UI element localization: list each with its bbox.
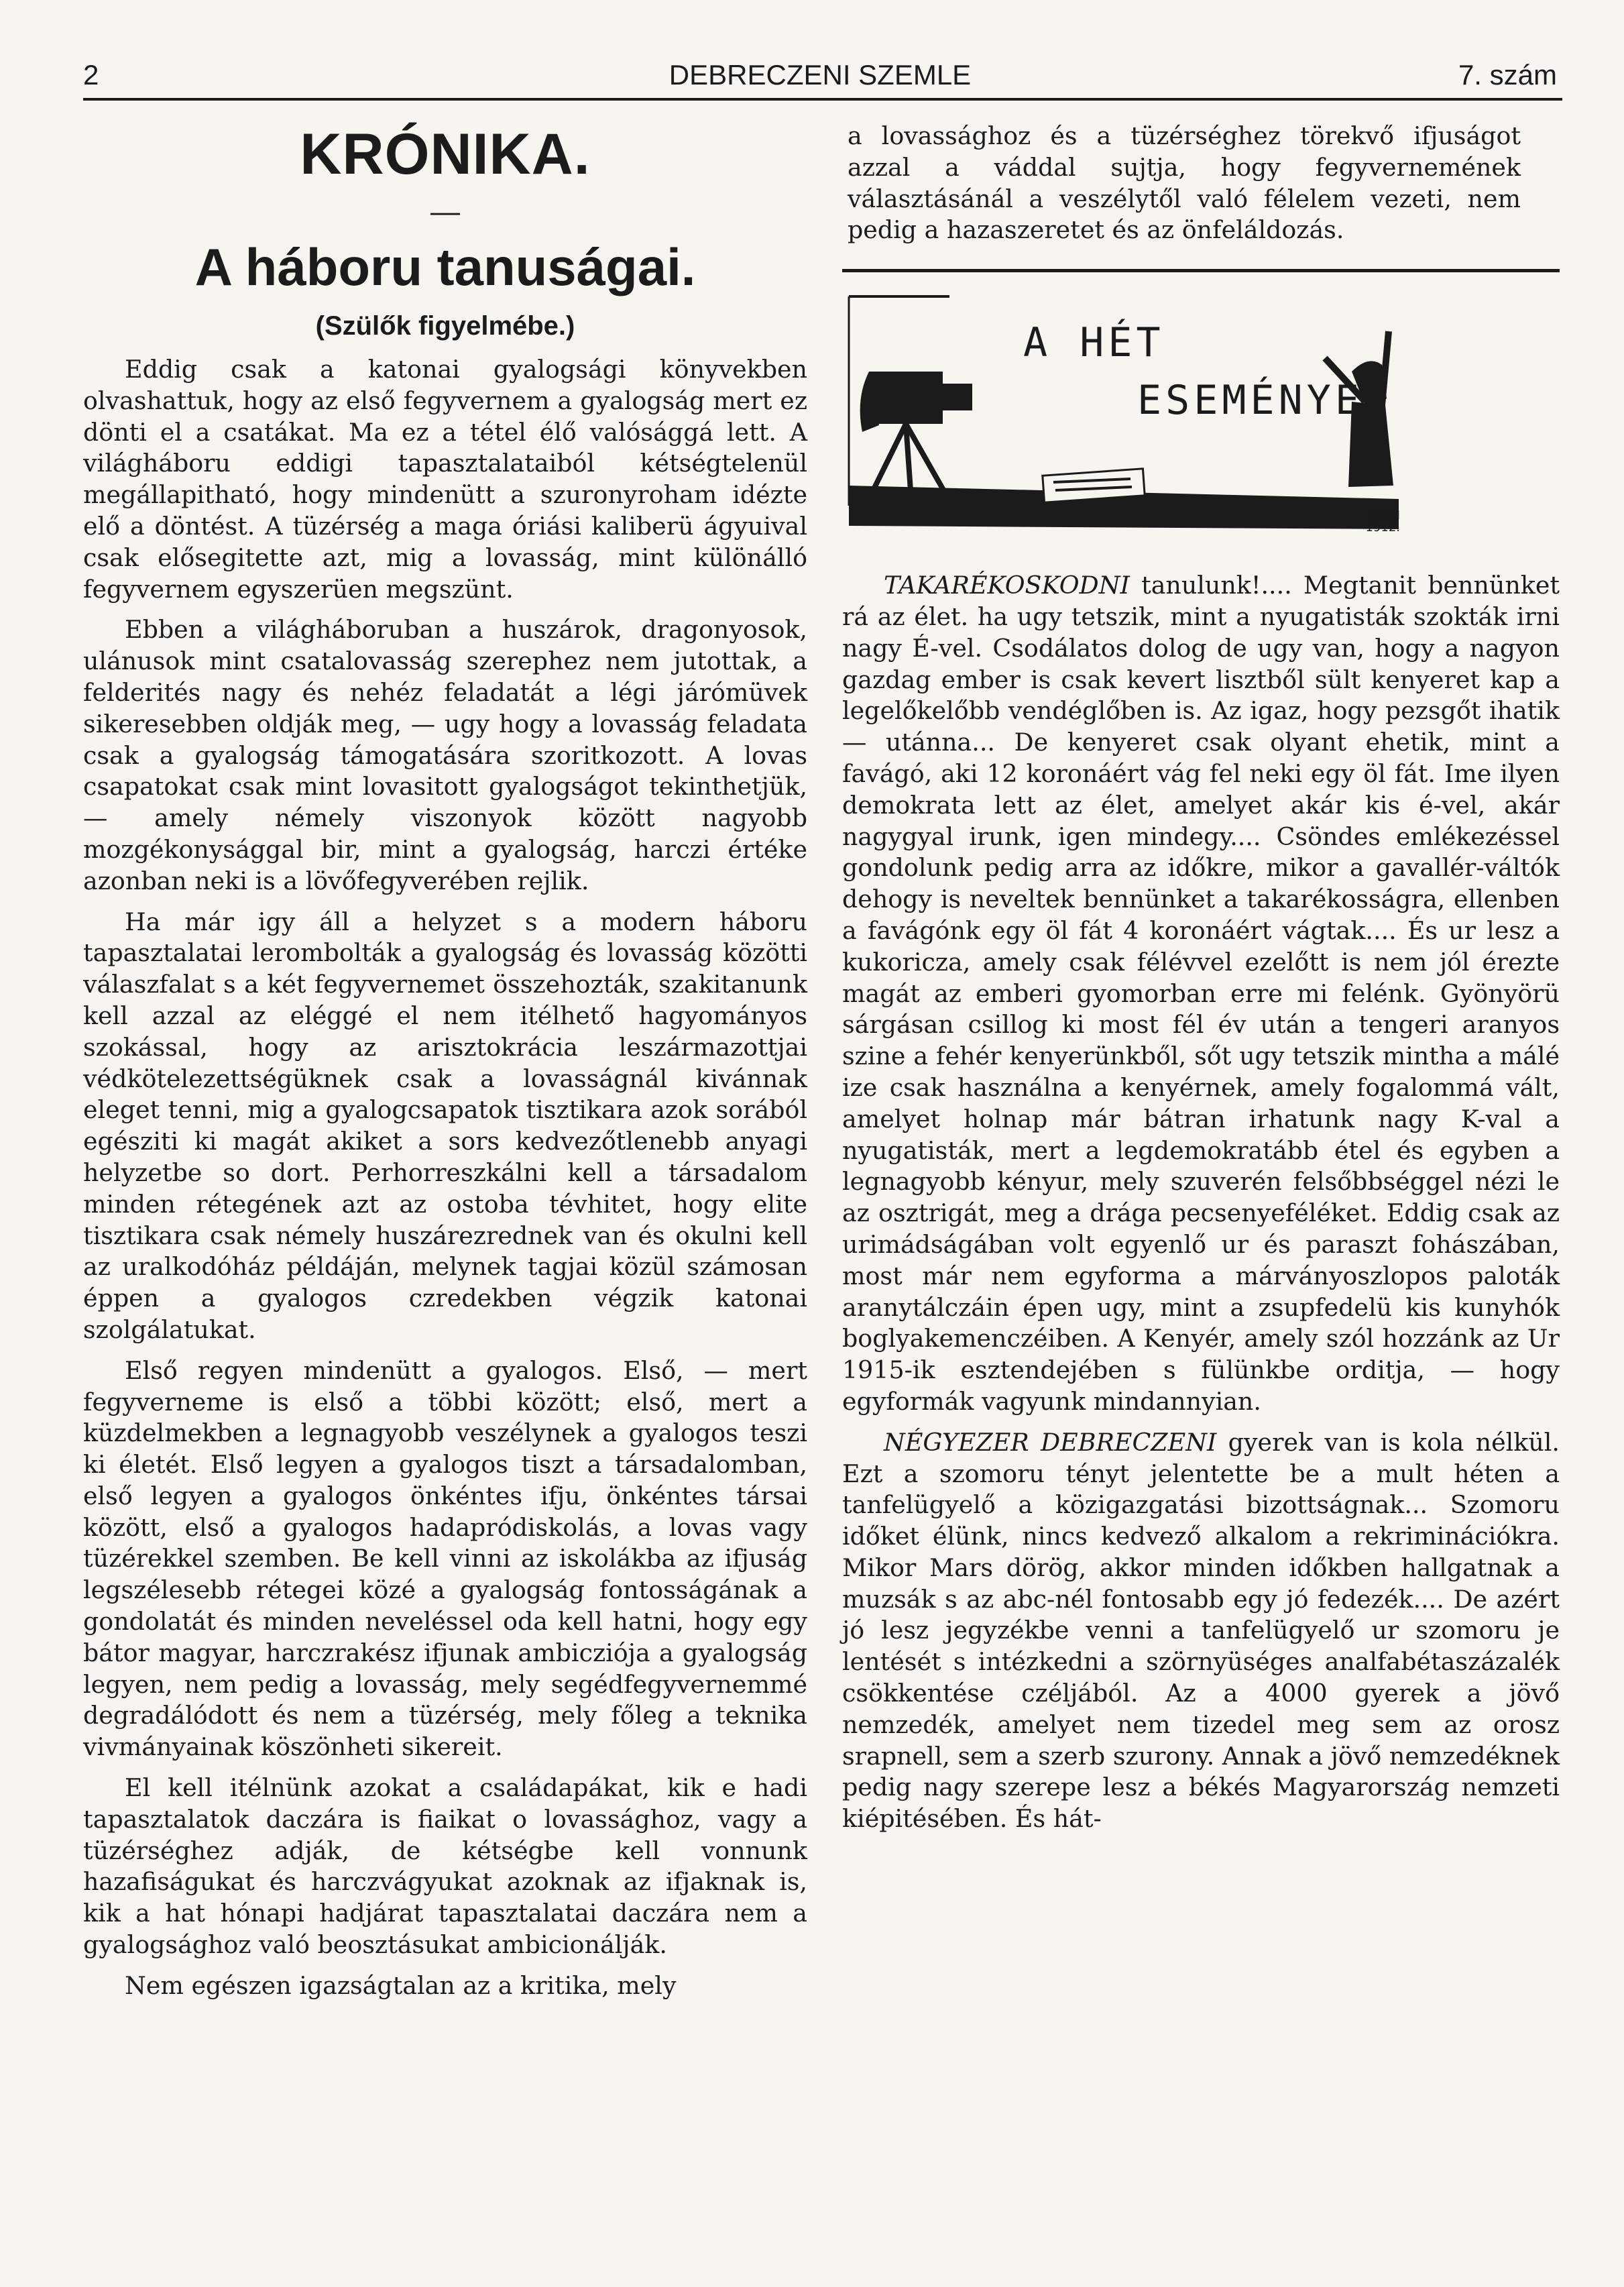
paragraph-text: gyerek van is kola nélkül. Ezt a szomoru tényt jelentette be a mult héten a tanfelügyelő a közigazgatási bizottságnak... Szomoru időket élünk, nincs kedvező alkalom a rekriminációkra. Mikor Mars dörög, akkor minden időkben hallgatnak a muzsák s az abc-nél fontosabb egy jó fedezék.... De azért jó lesz jegyzékbe venni a tanfelügyelő ur szomoru je lentését s intézkedni a szörnyüséges analfabétaszázalék csökkentése czéljából. Az a 4000 gyerek a jövő nemzedék, amelyet nem tizedel meg sem az orosz srapnell, sem a szerb szurony. Annak a jövő nemzedéknek pedig nagy szerepe lesz a békés Magyarország nemzeti kiépitésében. És hát- (842, 1427, 1560, 1834)
paragraph: Nem egészen igazságtalan az a kritika, mely (125, 1970, 677, 2000)
issue-number: 7. szám (1458, 59, 1557, 91)
paragraph: Ha már igy áll a helyzet s a modern háboru tapasztalatai lerombolták a gyalogság és lovasság közötti válaszfalat s a két fegyvernemet összehozták, szakitanunk kell azzal az eléggé el nem itélhető hagyományos szokással, hogy az arisztokrácia leszármazottjai védkötelezettségüknek csak a lovasságnál kivánnak eleget tenni, mig a gyalogcsapatok tisztikara azok sorából egésziti ki magát akiket a sors kedvezőtlenebb anyagi helyzetbe so dort. Perhorreszkálni kell a társadalom minden rétegének azt az ostoba tévhitet, hogy elite tisztikara csak némely huszárezrednek van és okulni kell az uralkodóház példáján, melynek tagjai közül számosan éppen a gyalogos czredekben végzik katonai szolgálatukat. (83, 907, 807, 1344)
paragraph (842, 570, 1560, 1418)
illustration-title-line1: A HÉT (1023, 319, 1165, 367)
article-subtitle: (Szülők figyelmébe.) (315, 311, 575, 341)
paragraph-lead: NÉGYEZER DEBRECZENI (884, 1427, 1217, 1457)
paragraph (842, 1427, 1560, 1835)
paragraph: Első regyen mindenütt a gyalogos. Első, — mert fegyverneme is első a többi között; első, mert a küzdelmekben a legnagyobb veszélynek a gyalogos teszi ki életét. Első legyen a gyalogos tiszt a társadalomban, első legyen a gyalogos önkéntes ifju, önkéntes társai között, első a gyalogos hadapródiskolás, a lovas vagy tüzérekkel szemben. Be kell vinni az iskolákba az ifjuság legszélesebb rétegei közé a gyalogság fontosságának a gondolatát és minden neveléssel oda kell hatni, hogy egy bátor magyar, harczrakész ifjunak ambicziója a gyalogság legyen, nem pedig a lovasság, mely segédfegyvernemmé degradálódott és nem a tüzérség, mely főleg a teknika vivmányainak köszönheti sikereit. (83, 1355, 807, 1762)
page-header (83, 59, 1557, 102)
paragraph: Eddig csak a katonai gyalogsági könyvekben olvashattuk, hogy az első fegyvernem a gyalogság mert ez dönti el a csatákat. Ma ez a tétel élő valósággá lett. A világháboru eddigi tapasztalataiból kétségtelenül megállapitható, hogy mindenütt a szuronyroham idézte elő a döntést. A tüzérség a maga óriási kaliberü ágyuival csak elősegitette azt, mig a lovasság, mint különálló fegyvernem egyszerüen megszünt. (83, 355, 807, 604)
left-column (83, 121, 807, 2002)
paragraph-lead: TAKARÉKOSKODNI (884, 571, 1130, 600)
page-number: 2 (83, 59, 99, 91)
section-title: KRÓNIKA. (300, 122, 591, 186)
week-events-illustration (842, 291, 1405, 553)
journal-title: DEBRECZENI SZEMLE (669, 59, 972, 91)
title-divider: — (430, 195, 460, 228)
continuation-paragraph: a lovassághoz és a tüzérséghez törekvő ifjuságot azzal a váddal sujtja, hogy fegyvernemének választásánál a veszélytől való félelem vezeti, nem pedig a hazaszeretet és az önfeláldozás. (848, 121, 1521, 245)
section-separator (842, 269, 1560, 272)
right-column (842, 121, 1560, 1835)
article-title: A háboru tanuságai. (194, 237, 696, 296)
header-rule (83, 98, 1562, 101)
illustration-title-line2: ESEMÉNYEI (1137, 377, 1392, 425)
paragraph: Ebben a világháboruban a huszárok, dragonyosok, ulánusok mint csatalovasság szerephez nem jutottak, a felderités nagy és nehéz feladatát a légi járómüvek sikeresebben oldják meg, — ugy hogy a lovasság feladata csak a gyalogság támogatására szoritkozott. A lovas csapatokat csak mint lovasitott gyalogságot tekinthetjük, — amely némely viszonyok között nagyobb mozgékonysággal bir, mint a gyalogság, harczi értéke azonban neki is a lövőfegyverében rejlik. (83, 615, 807, 895)
artist-signature: TÓTH 1912. (1365, 508, 1400, 535)
paragraph: El kell itélnünk azokat a családapákat, kik e hadi tapasztalatok daczára is fiaikat o lovassághoz, vagy a tüzérséghez adják, de kétségbe kell vonnunk hazafiságukat és harczvágyukat azoknak az ifjaknak is, kik a hat hónapi hadjárat tapasztalatai daczára nem a gyalogsághoz való beosztásukat ambicionálják. (83, 1773, 807, 1960)
paragraph-text: tanulunk!.... Megtanit bennünket rá az élet. ha ugy tetszik, mint a nyugatisták szokták irni nagy É-vel. Csodálatos dolog de ugy van, hogy a nagyon gazdag ember is csak kevert lisztből sült kenyeret kap a legelőkelőbb vendéglőben is. Az igaz, hogy pezsgőt ihatik — utánna... De kenyeret csak olyant ehetik, mint a favágó, aki 12 koronáért vág fel neki egy öl fát. Ime ilyen demokrata lett az élet, amelyet akár kis é-vel, akár nagygyal irunk, igen mindegy.... Csöndes emlékezéssel gondolunk pedig arra az időkre, mikor a gavallér-váltók dehogy is neveltek bennünket a takarékosságra, ellenben a favágónk egy öl fát 4 koronáért vágtak.... És ur lesz a kukoricza, amely csak félévvel ezelőtt is nem jól érezte magát az emberi gyomorban erre mi felénk. Gyönyörü sárgásan csillog ki most fél év után a tengeri aranyos szine a fehér kenyerünkből, sőt ugy tetszik mintha a málé ize csak használna a kenyérnek, amely fogalommá vált, amelyet holnap már bátran irhatunk nagy K-val a nyugatisták, mert a legdemokratább étel és egyben a legnagyobb kényur, mely szuverén felsőbbséggel nézi le az osztrigát, meg a drága pecsenyeféléket. Eddig csak az urimádságában volt egyenlő ur és paraszt fohászában, most már nem egyforma a márványoszlopos paloták aranytálczáin épen ugy, mint a zsupfedelü kis kunyhók boglyakemenczéiben. A Kenyér, amely szól hozzánk az Ur 1915-ik esztendejében s fülünkbe orditja, — hogy egyformák vagyunk mindannyian. (842, 571, 1560, 1416)
